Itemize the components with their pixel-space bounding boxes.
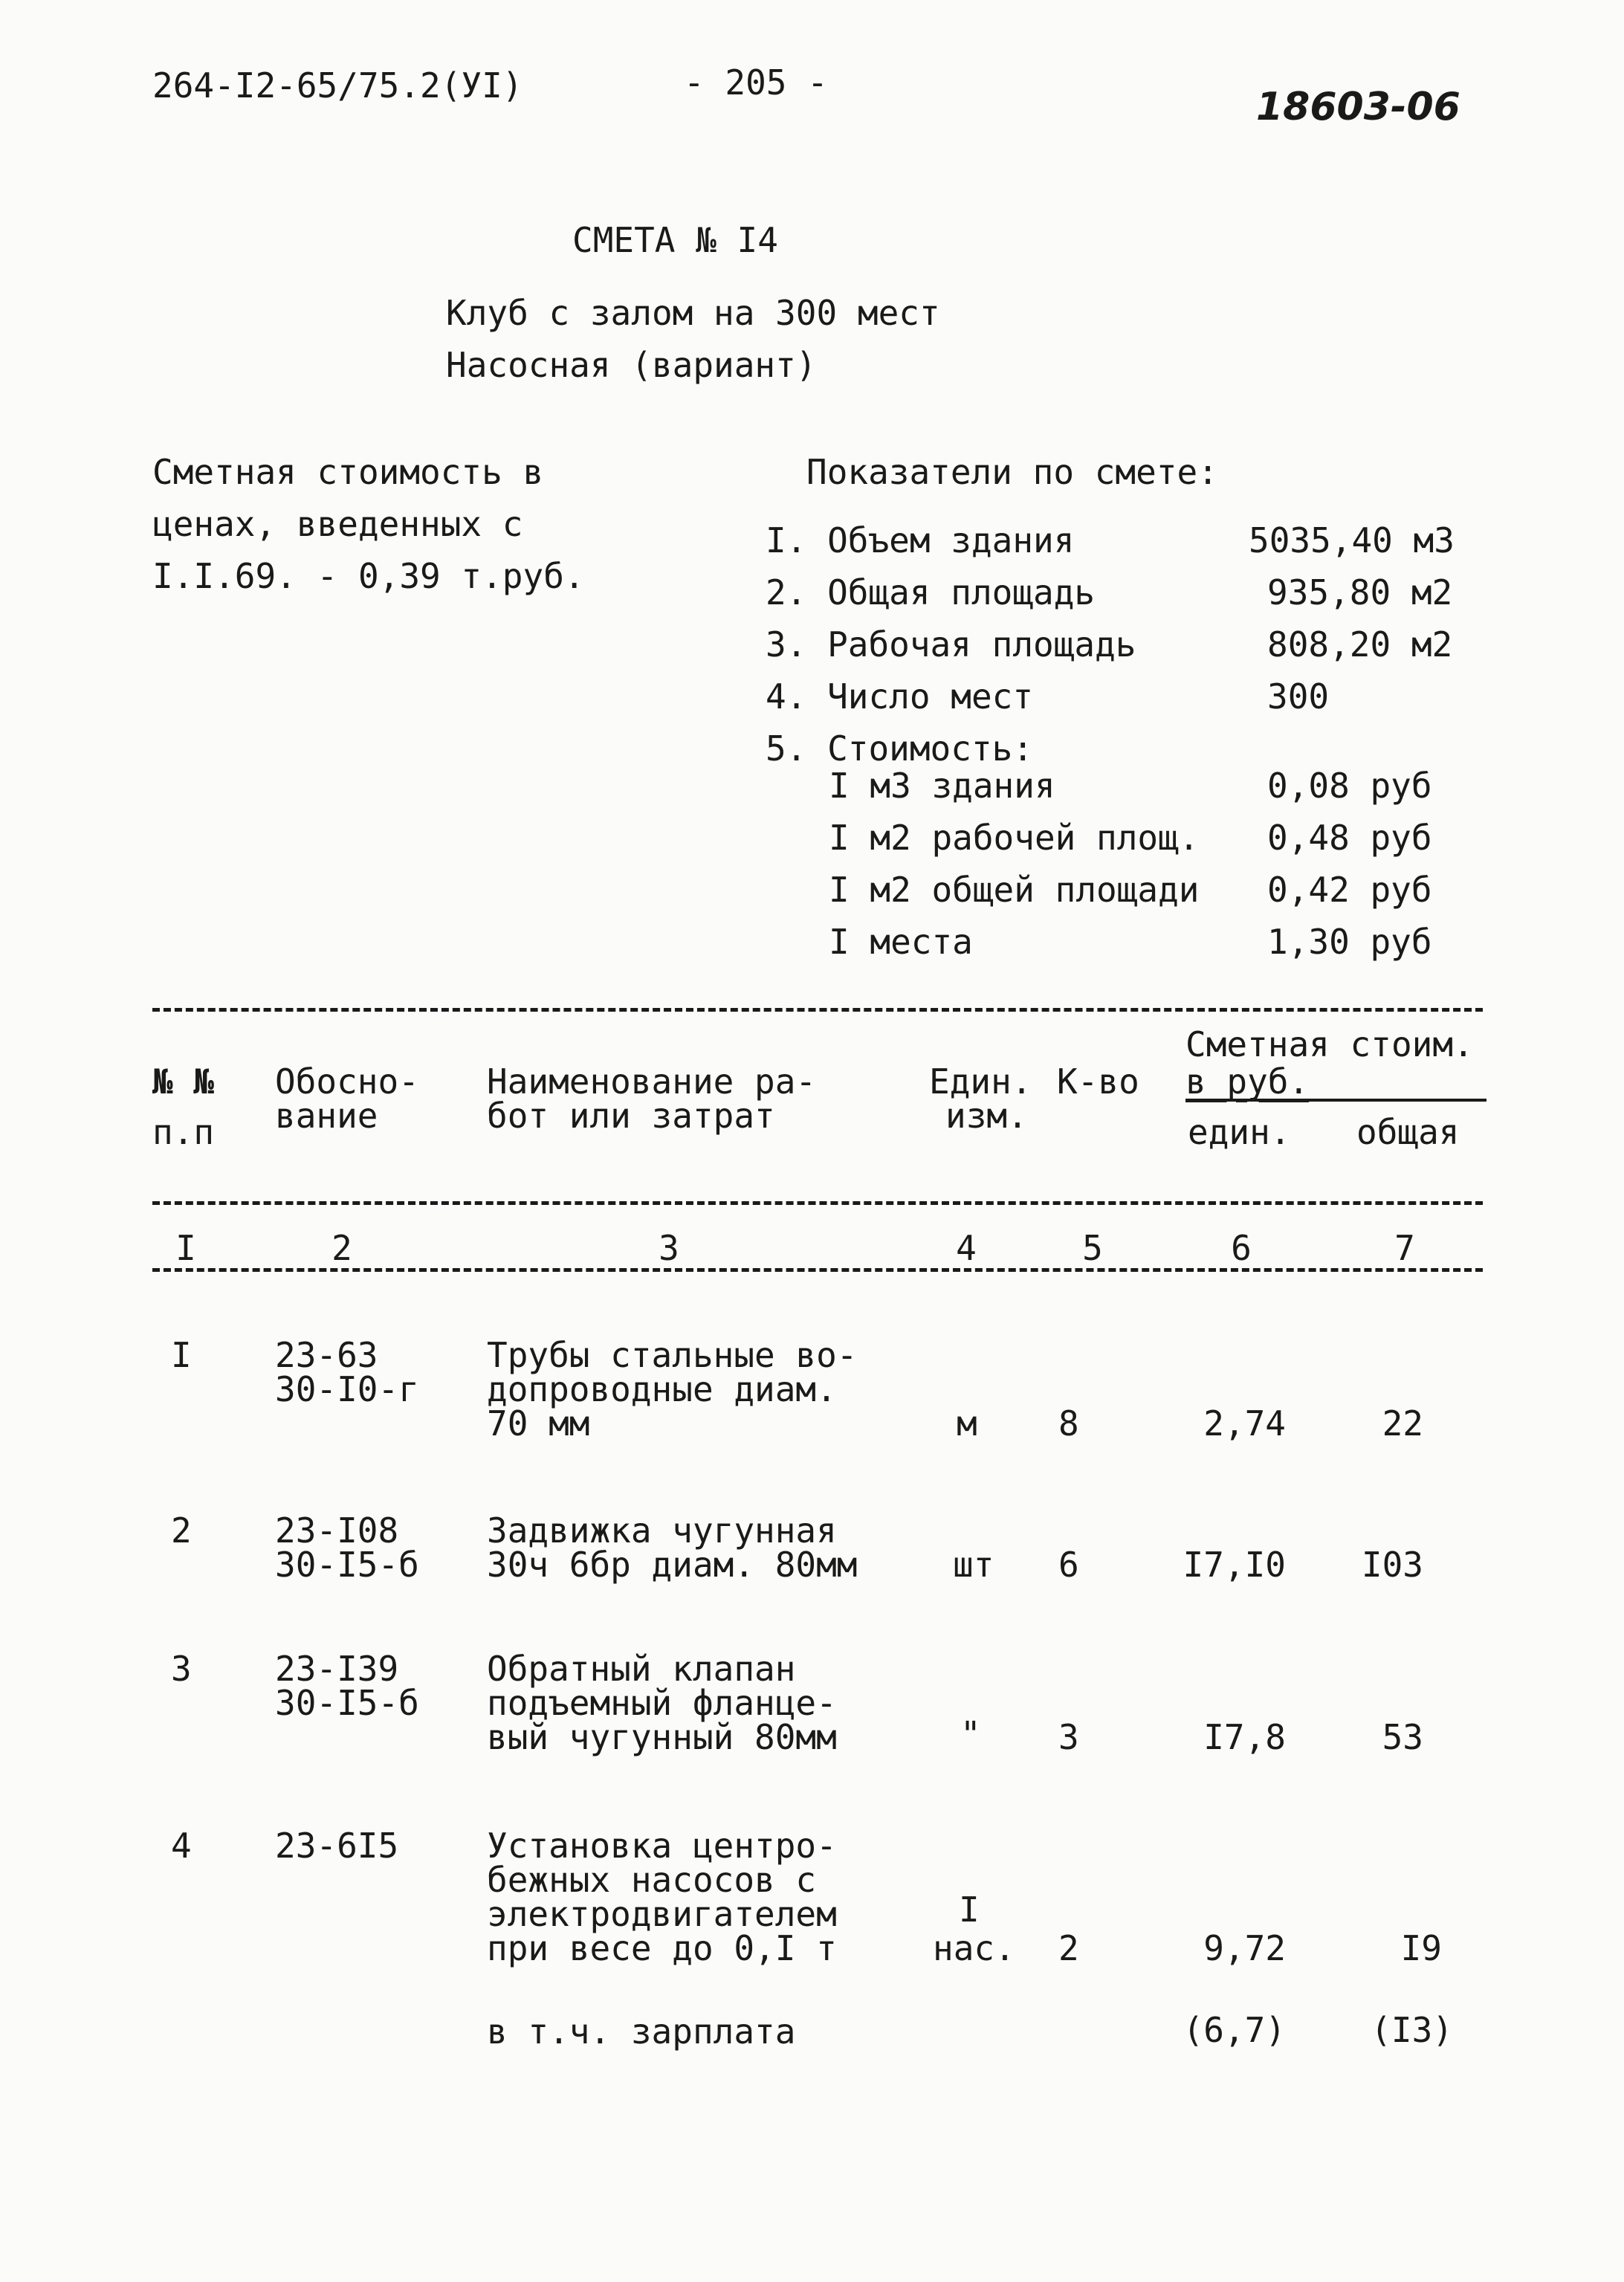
smeta-title: СМЕТА № I4	[572, 220, 778, 260]
row-number: 2	[171, 1510, 192, 1551]
salary-label: в т.ч. зарплата	[487, 2011, 796, 2052]
col-basis-header: вание	[275, 1096, 378, 1136]
subobject-name: Насосная (вариант)	[446, 345, 817, 385]
row-qty: 8	[1058, 1403, 1079, 1444]
row-unit: "	[960, 1714, 981, 1754]
indicator-value: 300	[1267, 676, 1330, 717]
cost-header-rule	[1185, 1099, 1486, 1102]
row-number: 3	[171, 1649, 192, 1689]
salary-unit-cost: (6,7)	[1183, 2010, 1286, 2050]
row-total: I9	[1400, 1928, 1442, 1968]
col-cost-header: Сметная стоим.	[1185, 1024, 1474, 1064]
row-unit: м	[957, 1403, 977, 1444]
indicator-label: I. Объем здания	[766, 520, 1075, 560]
row-unit-cost: 2,74	[1203, 1403, 1286, 1444]
col-qty-header: К-во	[1057, 1061, 1139, 1102]
row-name: 70 мм	[487, 1403, 590, 1444]
row-unit: нас.	[933, 1928, 1015, 1968]
col-number: I	[175, 1228, 196, 1268]
row-name: допроводные диам.	[487, 1369, 837, 1409]
row-qty: 6	[1058, 1545, 1079, 1585]
cost-item-label: I м2 общей площади	[829, 870, 1200, 910]
object-name: Клуб с залом на 300 мест	[446, 293, 940, 333]
row-qty: 2	[1058, 1928, 1079, 1968]
col-number: 3	[659, 1228, 679, 1268]
row-name: Задвижка чугунная	[487, 1510, 837, 1551]
col-unit-header: изм.	[945, 1096, 1028, 1136]
cost-item-value: 1,30 руб	[1267, 922, 1432, 962]
row-name: бежных насосов с	[487, 1860, 817, 1900]
indicator-label: 5. Стоимость:	[766, 728, 1034, 769]
column-number-rule	[152, 1268, 1483, 1272]
col-basis-header: Обосно-	[275, 1061, 419, 1102]
col-number: 6	[1231, 1228, 1252, 1268]
cost-item-value: 0,08 руб	[1267, 766, 1432, 806]
row-name: 30ч 6бр диам. 80мм	[487, 1545, 858, 1585]
cost-item-value: 0,42 руб	[1267, 870, 1432, 910]
row-basis: 23-6I5	[275, 1826, 399, 1866]
table-top-rule	[152, 1008, 1483, 1012]
col-number: 7	[1394, 1228, 1415, 1268]
table-header-rule	[152, 1201, 1483, 1205]
row-name: Установка центро-	[487, 1826, 837, 1866]
cost-item-label: I места	[829, 922, 973, 962]
col-number: 5	[1082, 1228, 1103, 1268]
col-total-cost-header: общая	[1356, 1112, 1460, 1152]
row-number: I	[171, 1335, 192, 1375]
indicator-label: 3. Рабочая площадь	[766, 624, 1136, 665]
row-total: I03	[1361, 1545, 1423, 1585]
col-cost-subheader: в руб.	[1185, 1061, 1310, 1102]
salary-total: (I3)	[1371, 2010, 1453, 2050]
row-basis: 23-I39	[275, 1649, 399, 1689]
col-unit-cost-header: един.	[1188, 1112, 1291, 1152]
cost-summary-line: I.I.69. - 0,39 т.руб.	[152, 556, 585, 596]
row-unit-cost: 9,72	[1203, 1928, 1286, 1968]
row-basis: 30-I5-б	[275, 1683, 419, 1723]
row-basis: 23-63	[275, 1335, 378, 1375]
row-name: Трубы стальные во-	[487, 1335, 858, 1375]
row-unit: шт	[953, 1545, 994, 1585]
page-number: - 205 -	[684, 62, 828, 103]
row-unit-cost: I7,I0	[1183, 1545, 1286, 1585]
row-name: подъемный фланце-	[487, 1683, 837, 1723]
cost-item-label: I м2 рабочей площ.	[829, 818, 1200, 858]
handwritten-reference: 18603-06	[1256, 85, 1460, 129]
indicator-value: 5035,40 м3	[1249, 520, 1455, 560]
document-code: 264-I2-65/75.2(УI)	[152, 65, 523, 106]
indicator-label: 4. Число мест	[766, 676, 1034, 717]
col-number: 4	[956, 1228, 977, 1268]
row-name: электродвигателем	[487, 1894, 837, 1934]
row-name: при весе до 0,I т	[487, 1928, 837, 1968]
row-basis: 23-I08	[275, 1510, 399, 1551]
cost-item-value: 0,48 руб	[1267, 818, 1432, 858]
indicator-value: 935,80 м2	[1267, 572, 1453, 612]
row-total: 53	[1382, 1717, 1423, 1757]
indicator-value: 808,20 м2	[1267, 624, 1453, 665]
indicators-heading: Показатели по смете:	[806, 452, 1218, 492]
col-unit-header: Един.	[929, 1061, 1032, 1102]
col-name-header: бот или затрат	[487, 1096, 775, 1136]
col-num-header: п.п	[152, 1112, 215, 1152]
col-number: 2	[331, 1228, 352, 1268]
cost-item-label: I м3 здания	[829, 766, 1055, 806]
row-name: вый чугунный 80мм	[487, 1717, 837, 1757]
row-unit-cost: I7,8	[1203, 1717, 1286, 1757]
row-name: Обратный клапан	[487, 1649, 796, 1689]
col-name-header: Наименование ра-	[487, 1061, 817, 1102]
row-number: 4	[171, 1826, 192, 1866]
row-total: 22	[1382, 1403, 1423, 1444]
row-basis: 30-I5-б	[275, 1545, 419, 1585]
col-num-header: № №	[152, 1061, 215, 1102]
cost-summary-line: ценах, введенных с	[152, 504, 523, 544]
cost-summary-line: Сметная стоимость в	[152, 452, 544, 492]
row-qty: 3	[1058, 1717, 1079, 1757]
row-unit: I	[959, 1890, 980, 1930]
row-basis: 30-I0-г	[275, 1369, 419, 1409]
indicator-label: 2. Общая площадь	[766, 572, 1096, 612]
